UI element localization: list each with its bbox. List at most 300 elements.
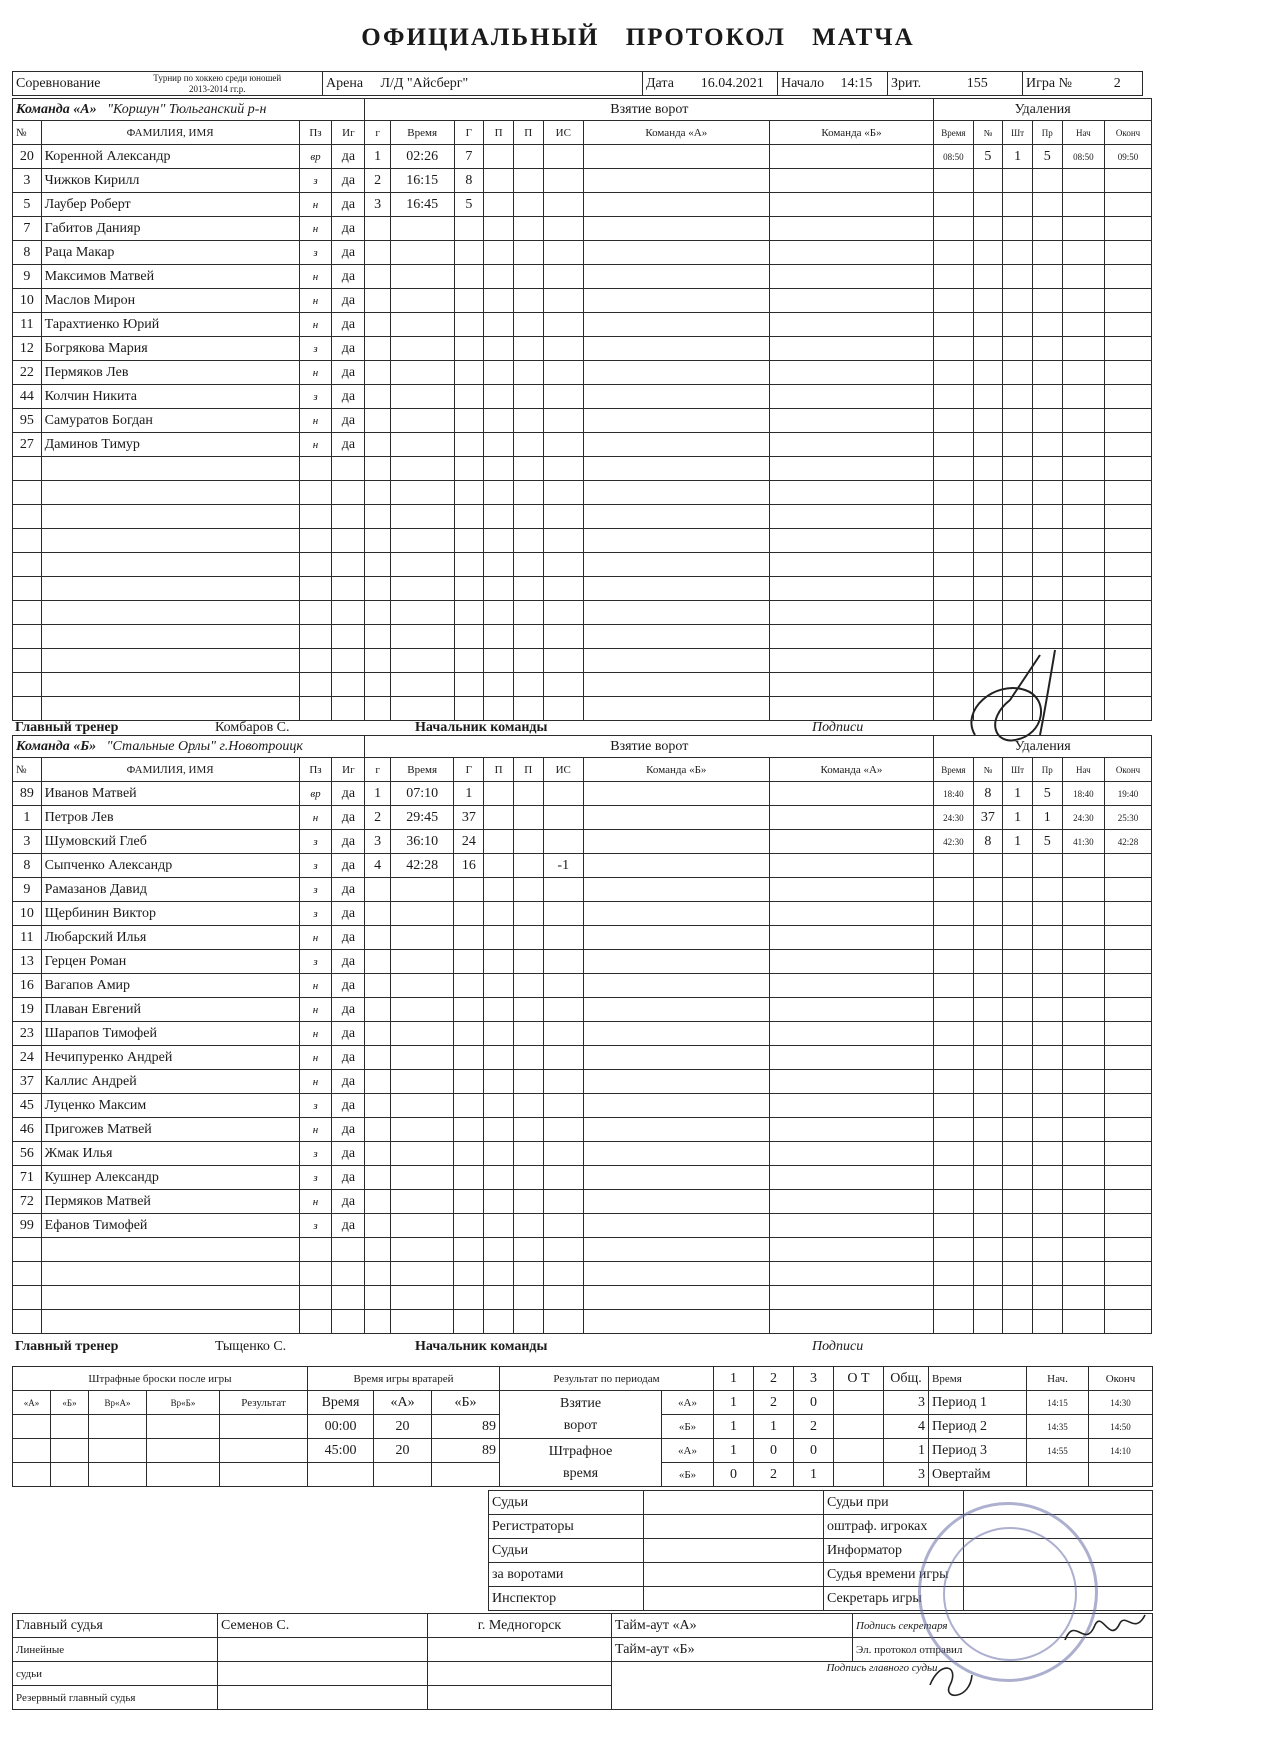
player-number: 20 (13, 145, 42, 169)
player-name: Петров Лев (41, 806, 299, 830)
goal-scorer: 1 (454, 782, 484, 806)
player-played (332, 577, 365, 601)
penalty-end (1105, 457, 1152, 481)
penalty-start (1062, 854, 1104, 878)
penalty-player (973, 1190, 1003, 1214)
lineup-team-1 (583, 878, 769, 902)
penalty-time (934, 289, 973, 313)
penalty-player (973, 313, 1003, 337)
player-row (13, 289, 1152, 313)
penalty-time (934, 854, 973, 878)
goal-index (365, 1070, 390, 1094)
penalty-player (973, 433, 1003, 457)
penalty-reason (1032, 361, 1062, 385)
player-number: 8 (13, 854, 42, 878)
player-row (13, 902, 1152, 926)
penalty-end (1105, 998, 1152, 1022)
goal-scorer (454, 950, 484, 974)
goal-assist-2 (513, 433, 543, 457)
goal-scorer (454, 601, 484, 625)
player-played: да (332, 974, 365, 998)
goal-assist-1 (484, 878, 514, 902)
player-played (332, 1286, 365, 1310)
player-played: да (332, 193, 365, 217)
gk-col: «Б» (432, 1391, 500, 1415)
lineup-team-1 (583, 145, 769, 169)
player-row (13, 193, 1152, 217)
player-name (41, 1238, 299, 1262)
team-b-coach: Тыщенко С. (215, 1339, 287, 1354)
penalty-start: 18:40 (1062, 782, 1104, 806)
header-pen-num: № (973, 121, 1003, 145)
player-played: да (332, 145, 365, 169)
goal-assist-2 (513, 673, 543, 697)
penalty-minutes (1003, 1118, 1033, 1142)
penalty-time (934, 169, 973, 193)
penalty-end (1105, 1022, 1152, 1046)
head-coach-label: Главный тренер (15, 720, 119, 735)
player-played (332, 529, 365, 553)
header-col-a2: П (513, 121, 543, 145)
player-name: Каллис Андрей (41, 1070, 299, 1094)
player-played: да (332, 1022, 365, 1046)
goal-situation (543, 1286, 583, 1310)
player-number (13, 1262, 42, 1286)
goal-scorer (454, 974, 484, 998)
goal-scorer (454, 1094, 484, 1118)
team-manager-label: Начальник команды (415, 1339, 548, 1354)
goal-assist-2 (513, 950, 543, 974)
goal-assist-2 (513, 553, 543, 577)
penalty-time (934, 505, 973, 529)
lineup-team-1 (583, 217, 769, 241)
goal-assist-1 (484, 1190, 514, 1214)
player-number: 3 (13, 169, 42, 193)
header-pen-end: Оконч (1105, 121, 1152, 145)
lineup-team-1 (583, 385, 769, 409)
penalty-reason (1032, 529, 1062, 553)
player-row (13, 974, 1152, 998)
player-row (13, 1118, 1152, 1142)
penalty-player (973, 1142, 1003, 1166)
player-played: да (332, 1166, 365, 1190)
penalty-reason (1032, 601, 1062, 625)
player-row (13, 601, 1152, 625)
penalty-minutes: 1 (1003, 806, 1033, 830)
penalty-start (1062, 265, 1104, 289)
goal-scorer (454, 625, 484, 649)
penalty-reason (1032, 1286, 1062, 1310)
player-name: Пермяков Лев (41, 361, 299, 385)
player-position: н (299, 217, 332, 241)
goal-situation (543, 241, 583, 265)
goal-assist-2 (513, 193, 543, 217)
goal-situation (543, 337, 583, 361)
penalty-reason: 5 (1032, 782, 1062, 806)
player-played (332, 553, 365, 577)
goal-assist-2 (513, 854, 543, 878)
penalty-time (934, 998, 973, 1022)
header-col-num: № (13, 121, 42, 145)
player-played (332, 625, 365, 649)
player-number: 8 (13, 241, 42, 265)
penalty-reason (1032, 902, 1062, 926)
player-row (13, 1190, 1152, 1214)
player-played: да (332, 289, 365, 313)
player-name: Габитов Данияр (41, 217, 299, 241)
penalty-player (973, 974, 1003, 998)
penalty-end (1105, 902, 1152, 926)
penalty-start (1062, 577, 1104, 601)
goal-time (390, 553, 454, 577)
arena-label: Арена (323, 72, 378, 96)
lineup-team-2 (769, 1118, 934, 1142)
lineup-team-1 (583, 337, 769, 361)
player-number: 99 (13, 1214, 42, 1238)
goal-assist-2 (513, 806, 543, 830)
team-b-tag: «Б» (662, 1463, 714, 1487)
match-header (12, 71, 1143, 96)
goal-assist-2 (513, 649, 543, 673)
goal-time (390, 505, 454, 529)
player-row (13, 553, 1152, 577)
header-pen-time: Время (934, 758, 973, 782)
goal-scorer (454, 433, 484, 457)
goal-assist-2 (513, 529, 543, 553)
player-row (13, 1262, 1152, 1286)
player-number (13, 481, 42, 505)
arena-value: Л/Д "Айсберг" (378, 72, 643, 96)
goal-scorer (454, 1310, 484, 1334)
player-played (332, 481, 365, 505)
player-name: Пермяков Матвей (41, 1190, 299, 1214)
goal-assist-1 (484, 1118, 514, 1142)
penalty-end (1105, 1166, 1152, 1190)
penalty-end (1105, 1214, 1152, 1238)
penalty-minutes (1003, 265, 1033, 289)
penalty-end (1105, 265, 1152, 289)
pim-a-cell: 0 (754, 1439, 794, 1463)
penalty-end (1105, 313, 1152, 337)
gk-b: 89 (432, 1415, 500, 1439)
player-name (41, 625, 299, 649)
penalty-minutes (1003, 1166, 1033, 1190)
lineup-team-2 (769, 241, 934, 265)
lineup-team-1 (583, 1022, 769, 1046)
goals-section-title: Взятие ворот (365, 99, 934, 121)
lineup-team-1 (583, 601, 769, 625)
times-start: Нач. (1027, 1367, 1089, 1391)
protocol-sent: Эл. протокол отправил (853, 1638, 1153, 1662)
goal-situation (543, 385, 583, 409)
lineup-team-2 (769, 529, 934, 553)
lineup-team-2 (769, 830, 934, 854)
goal-assist-1 (484, 313, 514, 337)
penalty-start (1062, 433, 1104, 457)
goal-situation (543, 193, 583, 217)
penalty-end (1105, 926, 1152, 950)
penalty-minutes (1003, 1286, 1033, 1310)
goal-situation (543, 601, 583, 625)
goal-scorer (454, 265, 484, 289)
goal-situation (543, 1190, 583, 1214)
goal-scorer (454, 1190, 484, 1214)
player-number: 89 (13, 782, 42, 806)
lineup-team-2 (769, 902, 934, 926)
goal-time: 29:45 (390, 806, 454, 830)
goal-situation (543, 577, 583, 601)
player-number (13, 505, 42, 529)
penalty-minutes (1003, 505, 1033, 529)
player-row (13, 1214, 1152, 1238)
period-name: Период 1 (929, 1391, 1027, 1415)
goal-assist-1 (484, 577, 514, 601)
goal-assist-2 (513, 457, 543, 481)
lineup-team-2 (769, 950, 934, 974)
penalty-minutes (1003, 601, 1033, 625)
signatures-label: Подписи (812, 720, 864, 735)
penalty-reason (1032, 289, 1062, 313)
header-col-team-b: Команда «Б» (769, 121, 934, 145)
penalty-end (1105, 649, 1152, 673)
player-played (332, 1310, 365, 1334)
lineup-team-1 (583, 830, 769, 854)
team-b-table (12, 735, 1152, 1334)
goal-index (365, 998, 390, 1022)
goal-index (365, 433, 390, 457)
header-col-time: Время (390, 758, 454, 782)
goal-situation (543, 529, 583, 553)
goal-assist-1 (484, 1094, 514, 1118)
pim-b-cell: 0 (714, 1463, 754, 1487)
player-row (13, 1046, 1152, 1070)
penalty-reason (1032, 217, 1062, 241)
player-played: да (332, 217, 365, 241)
player-number: 9 (13, 878, 42, 902)
goal-assist-2 (513, 974, 543, 998)
penalty-player (973, 505, 1003, 529)
player-name (41, 553, 299, 577)
penalty-time (934, 1262, 973, 1286)
header-col-is: ИС (543, 121, 583, 145)
header-col-pos: Пз (299, 758, 332, 782)
goal-index (365, 1286, 390, 1310)
penalty-player (973, 1022, 1003, 1046)
penalty-time: 42:30 (934, 830, 973, 854)
goal-judges-label: Судьи (489, 1539, 644, 1563)
lineup-team-1 (583, 1310, 769, 1334)
penalty-start (1062, 1118, 1104, 1142)
team-a-coach: Комбаров С. (215, 720, 290, 735)
lineup-team-1 (583, 782, 769, 806)
goal-time (390, 529, 454, 553)
goal-assist-1 (484, 169, 514, 193)
lineup-team-2 (769, 1046, 934, 1070)
goal-situation (543, 1214, 583, 1238)
goal-scorer: 16 (454, 854, 484, 878)
lineup-team-2 (769, 854, 934, 878)
goal-scorer (454, 457, 484, 481)
player-position (299, 601, 332, 625)
penalty-player (973, 217, 1003, 241)
lineup-team-2 (769, 601, 934, 625)
goal-scorer (454, 337, 484, 361)
goal-assist-2 (513, 1022, 543, 1046)
chief-sign: Подпись главного судьи (612, 1662, 1153, 1710)
lineup-team-1 (583, 649, 769, 673)
penalty-end (1105, 169, 1152, 193)
period-start: 14:15 (1027, 1391, 1089, 1415)
goal-index: 4 (365, 854, 390, 878)
penalty-minutes (1003, 974, 1033, 998)
penalty-minutes (1003, 926, 1033, 950)
player-name (41, 577, 299, 601)
penalty-end (1105, 1142, 1152, 1166)
penalty-start (1062, 1022, 1104, 1046)
penalty-end (1105, 385, 1152, 409)
goal-assist-1 (484, 998, 514, 1022)
gk-b: 89 (432, 1439, 500, 1463)
penalty-start (1062, 902, 1104, 926)
goal-assist-1 (484, 1310, 514, 1334)
header-col-team-a: Команда «А» (769, 758, 934, 782)
player-played: да (332, 1190, 365, 1214)
period-name: Период 3 (929, 1439, 1027, 1463)
penalty-start (1062, 926, 1104, 950)
penalty-minutes (1003, 878, 1033, 902)
player-position: з (299, 1214, 332, 1238)
lineup-team-2 (769, 505, 934, 529)
registrars-label: Регистраторы (489, 1515, 644, 1539)
goal-assist-1 (484, 217, 514, 241)
penalty-player: 37 (973, 806, 1003, 830)
penalty-minutes (1003, 313, 1033, 337)
lineup-team-1 (583, 1190, 769, 1214)
goal-assist-2 (513, 1118, 543, 1142)
times-end: Оконч (1089, 1367, 1153, 1391)
player-name: Рамазанов Давид (41, 878, 299, 902)
player-name (41, 673, 299, 697)
penalty-minutes: 1 (1003, 145, 1033, 169)
player-row (13, 1166, 1152, 1190)
penalty-end (1105, 673, 1152, 697)
goal-assist-1 (484, 1214, 514, 1238)
lineup-team-2 (769, 1310, 934, 1334)
goal-index (365, 1118, 390, 1142)
player-played: да (332, 830, 365, 854)
spectators-label: Зрит. (888, 72, 933, 96)
penalty-time (934, 313, 973, 337)
goal-situation (543, 1070, 583, 1094)
goals-a-total: 3 (884, 1391, 929, 1415)
goal-time (390, 289, 454, 313)
goal-assist-2 (513, 1190, 543, 1214)
team-a-table (12, 98, 1152, 721)
goal-assist-1 (484, 289, 514, 313)
goal-time (390, 409, 454, 433)
player-row (13, 1238, 1152, 1262)
header-pen-start: Нач (1062, 758, 1104, 782)
penalty-player (973, 1118, 1003, 1142)
lineup-team-2 (769, 1166, 934, 1190)
penalty-reason: 1 (1032, 806, 1062, 830)
period-end: 14:30 (1089, 1391, 1153, 1415)
header-col-is: ИС (543, 758, 583, 782)
penalty-player: 8 (973, 830, 1003, 854)
goal-time (390, 313, 454, 337)
penalty-minutes (1003, 553, 1033, 577)
goal-assist-2 (513, 265, 543, 289)
goal-scorer (454, 385, 484, 409)
player-row (13, 409, 1152, 433)
player-row (13, 505, 1152, 529)
player-position: н (299, 806, 332, 830)
goal-index: 2 (365, 806, 390, 830)
team-a-tag: «А» (662, 1439, 714, 1463)
goal-situation: -1 (543, 854, 583, 878)
goal-assist-1 (484, 481, 514, 505)
goal-situation (543, 998, 583, 1022)
lineup-team-2 (769, 289, 934, 313)
goal-scorer: 5 (454, 193, 484, 217)
player-row (13, 577, 1152, 601)
informator-label: Информатор (824, 1539, 964, 1563)
goal-situation (543, 902, 583, 926)
goals-b-total: 4 (884, 1415, 929, 1439)
goal-assist-1 (484, 1142, 514, 1166)
player-played (332, 505, 365, 529)
player-name: Максимов Матвей (41, 265, 299, 289)
goal-situation (543, 1310, 583, 1334)
penalty-start (1062, 529, 1104, 553)
goal-index: 3 (365, 193, 390, 217)
goal-situation (543, 830, 583, 854)
penalty-end (1105, 1238, 1152, 1262)
penalty-end (1105, 1070, 1152, 1094)
goal-assist-2 (513, 1214, 543, 1238)
penalty-minutes (1003, 289, 1033, 313)
penalty-reason (1032, 974, 1062, 998)
header-pen-reason: Пр (1032, 758, 1062, 782)
penalty-end (1105, 193, 1152, 217)
penalty-minutes (1003, 385, 1033, 409)
goal-index (365, 361, 390, 385)
goal-time: 36:10 (390, 830, 454, 854)
goal-assist-2 (513, 169, 543, 193)
penalty-minutes (1003, 409, 1033, 433)
penalty-minutes (1003, 361, 1033, 385)
goal-index (365, 902, 390, 926)
gk-a: 20 (374, 1415, 432, 1439)
lineup-team-2 (769, 1286, 934, 1310)
player-name (41, 649, 299, 673)
penalty-player (973, 1046, 1003, 1070)
lineup-team-1 (583, 193, 769, 217)
lineup-team-2 (769, 1070, 934, 1094)
lineup-team-1 (583, 806, 769, 830)
goal-index (365, 1214, 390, 1238)
goal-time (390, 601, 454, 625)
lineup-team-1 (583, 1262, 769, 1286)
penalty-player (973, 1214, 1003, 1238)
penalty-reason (1032, 457, 1062, 481)
header-col-a1: П (484, 758, 514, 782)
goal-index (365, 313, 390, 337)
game-label: Игра № (1023, 72, 1093, 96)
period-start: 14:35 (1027, 1415, 1089, 1439)
player-number: 11 (13, 313, 42, 337)
goals-b-cell: 1 (714, 1415, 754, 1439)
